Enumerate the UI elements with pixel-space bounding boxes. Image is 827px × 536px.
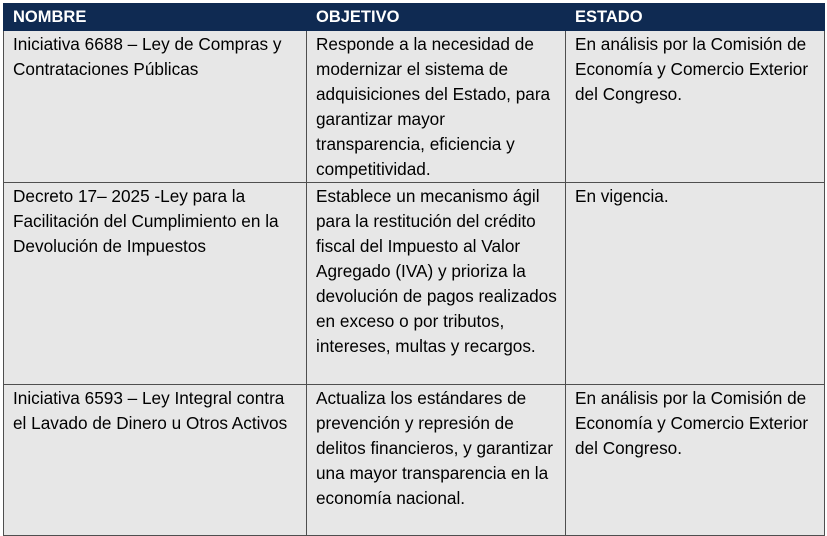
table-header-row	[4, 4, 825, 31]
table-row	[4, 31, 825, 183]
cell-estado: En análisis por la Comisión de Economía y Comercio Exterior del Congreso.	[566, 31, 825, 183]
cell-nombre: Decreto 17– 2025 -Ley para la Facilitación del Cumplimiento en la Devolución de Impuestos	[4, 183, 307, 385]
header-nombre: NOMBRE	[4, 4, 307, 31]
cell-nombre: Iniciativa 6593 – Ley Integral contra el Lavado de Dinero u Otros Activos	[4, 385, 307, 536]
cell-estado: En vigencia.	[566, 183, 825, 385]
table-row	[4, 385, 825, 536]
cell-objetivo: Actualiza los estándares de prevención y represión de delitos financieros, y garantizar una mayor transparencia en la economía nacional.	[307, 385, 566, 536]
table-row	[4, 183, 825, 385]
legislation-table	[3, 3, 825, 536]
cell-nombre: Iniciativa 6688 – Ley de Compras y Contrataciones Públicas	[4, 31, 307, 183]
cell-objetivo: Responde a la necesidad de modernizar el sistema de adquisiciones del Estado, para garantizar mayor transparencia, eficiencia y competitividad.	[307, 31, 566, 183]
cell-objetivo: Establece un mecanismo ágil para la restitución del crédito fiscal del Impuesto al Valor Agregado (IVA) y prioriza la devolución de pagos realizados en exceso o por tributos, intereses, multas y recargos.	[307, 183, 566, 385]
cell-estado: En análisis por la Comisión de Economía y Comercio Exterior del Congreso.	[566, 385, 825, 536]
header-objetivo: OBJETIVO	[307, 4, 566, 31]
header-estado: ESTADO	[566, 4, 825, 31]
